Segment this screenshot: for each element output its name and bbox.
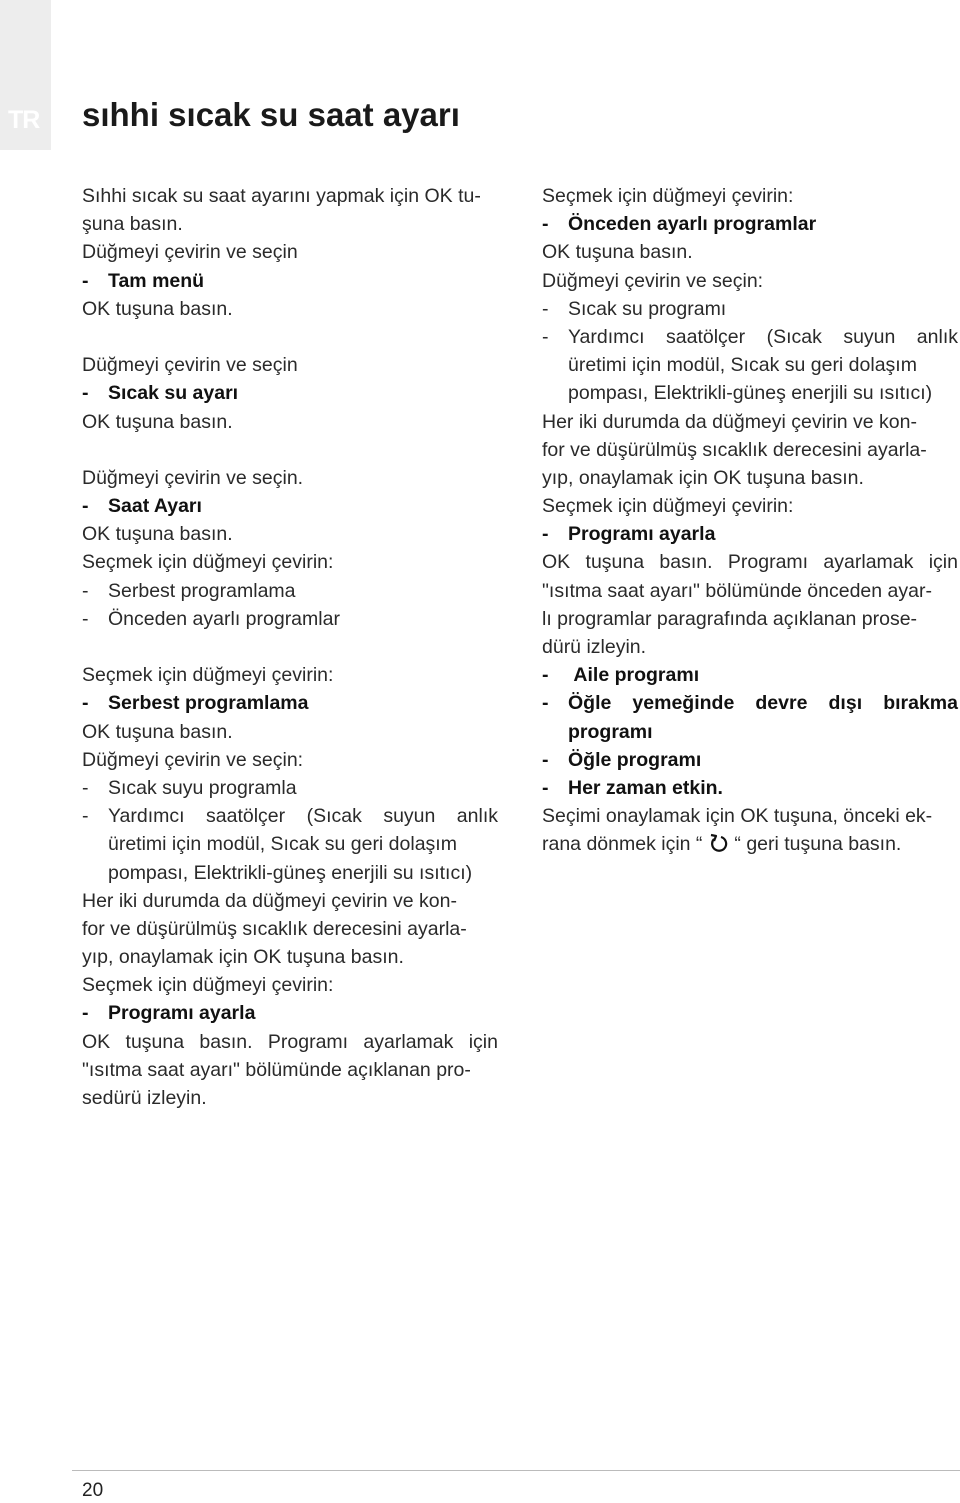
option-label: Serbest programlama xyxy=(108,579,296,602)
menu-item-label: Programı ayarla xyxy=(568,523,716,546)
back-text-start: rana dönmek için “ xyxy=(542,833,703,856)
option-label: Sıcak su programı xyxy=(568,297,727,320)
menu-item: - Saat Ayarı xyxy=(82,495,202,518)
option-item: - Önceden ayarlı programlar xyxy=(82,607,340,630)
menu-item: - Tam menü xyxy=(82,269,205,292)
page-number: 20 xyxy=(82,1480,104,1501)
menu-item-label: Saat Ayarı xyxy=(108,495,202,518)
ok-instruction: OK tuşuna basın. xyxy=(82,410,233,433)
option-label-bold: Yardımcı saatölçer xyxy=(568,325,746,348)
paragraph-line: for ve düşürülmüş sıcaklık derecesini ayarla- xyxy=(82,917,467,940)
option-label-note: (Sıcak suyun anlık xyxy=(766,325,958,348)
option-label-note: (Sıcak suyun anlık xyxy=(306,805,498,828)
language-code: TR xyxy=(8,106,40,134)
option-note-line: üretimi için modül, Sıcak su geri dolaşım xyxy=(108,833,457,856)
program-label: Aile programı xyxy=(573,664,700,687)
left-column xyxy=(82,182,498,1112)
paragraph-line: Her iki durumda da düğmeyi çevirin ve kon- xyxy=(82,889,457,912)
paragraph-line: lı programlar paragrafında açıklanan prose- xyxy=(542,607,918,630)
menu-item-label: Tam menü xyxy=(108,269,205,292)
menu-item: - Serbest programlama xyxy=(82,692,309,715)
paragraph-line: for ve düşürülmüş sıcaklık derecesini ayarla- xyxy=(542,438,927,461)
choose-instruction: Seçmek için düğmeyi çevirin: xyxy=(82,974,334,997)
paragraph-line: Her iki durumda da düğmeyi çevirin ve kon- xyxy=(542,410,917,433)
menu-item-label: Sıcak su ayarı xyxy=(108,382,239,405)
intro-line-2: şuna basın. xyxy=(82,213,183,236)
paragraph-line: sedürü izleyin. xyxy=(82,1087,207,1109)
option-item: - Serbest programlama xyxy=(82,579,296,602)
option-label-bold: Yardımcı saatölçer xyxy=(108,805,286,828)
menu-item: - Programı ayarla xyxy=(82,1002,256,1025)
paragraph-line: "ısıtma saat ayarı" bölümünde önceden ayar- xyxy=(542,579,932,602)
choose-instruction: Seçmek için düğmeyi çevirin: xyxy=(82,551,334,574)
program-label: Öğle yemeğinde devre dışı bırakma xyxy=(568,692,958,715)
step-instruction: Düğmeyi çevirin ve seçin. xyxy=(82,466,304,489)
paragraph-line: yıp, onaylamak için OK tuşuna basın. xyxy=(82,946,404,969)
option-item: - Yardımcı saatölçer (Sıcak suyun anlık xyxy=(82,805,498,828)
option-item: - Sıcak su programı xyxy=(542,297,727,320)
ok-instruction: OK tuşuna basın. xyxy=(82,720,233,743)
menu-item: - Sıcak su ayarı xyxy=(82,382,239,405)
ok-instruction: OK tuşuna basın. xyxy=(542,241,693,264)
program-item: - Her zaman etkin. xyxy=(542,776,723,799)
paragraph-line xyxy=(542,830,958,858)
step-instruction: Düğmeyi çevirin ve seçin: xyxy=(82,748,304,771)
option-note-line: üretimi için modül, Sıcak su geri dolaşım xyxy=(568,354,917,377)
step-instruction: Düğmeyi çevirin ve seçin xyxy=(82,354,298,377)
step-instruction: Düğmeyi çevirin ve seçin xyxy=(82,241,298,264)
program-item: - Aile programı xyxy=(542,664,700,687)
program-label: Her zaman etkin. xyxy=(568,776,723,799)
option-label: Önceden ayarlı programlar xyxy=(108,607,340,630)
option-note-line: pompası, Elektrikli-güneş enerjili su ısıtıcı) xyxy=(108,861,473,884)
program-item: - Öğle yemeğinde devre dışı bırakma xyxy=(542,692,958,715)
paragraph-line: OK tuşuna basın. Programı ayarlamak için xyxy=(542,551,958,574)
page-title: sıhhi sıcak su saat ayarı xyxy=(82,96,460,133)
menu-item-label: Serbest programlama xyxy=(108,692,309,715)
step-instruction: Düğmeyi çevirin ve seçin: xyxy=(542,269,764,292)
option-note-line: pompası, Elektrikli-güneş enerjili su ısıtıcı) xyxy=(568,382,933,405)
program-item: - Öğle programı xyxy=(542,748,702,771)
right-column xyxy=(542,182,958,859)
back-text-end: “ geri tuşuna basın. xyxy=(734,833,902,856)
menu-item-label: Önceden ayarlı programlar xyxy=(568,213,817,236)
menu-item-label: Programı ayarla xyxy=(108,1002,256,1025)
footer-rule xyxy=(72,1470,960,1471)
back-arrow-icon xyxy=(708,833,728,853)
program-label: Öğle programı xyxy=(568,748,702,771)
paragraph-line: OK tuşuna basın. Programı ayarlamak için xyxy=(82,1030,498,1053)
ok-instruction: OK tuşuna basın. xyxy=(82,523,233,546)
option-label: Sıcak suyu programla xyxy=(108,776,297,799)
program-label-cont: programı xyxy=(568,720,653,743)
option-item: - Sıcak suyu programla xyxy=(82,776,297,799)
choose-instruction: Seçmek için düğmeyi çevirin: xyxy=(542,495,794,518)
intro-line-1: Sıhhi sıcak su saat ayarını yapmak için OK tu- xyxy=(82,185,481,207)
paragraph-line: "ısıtma saat ayarı" bölümünde açıklanan pro- xyxy=(82,1058,471,1081)
choose-instruction: Seçmek için düğmeyi çevirin: xyxy=(542,185,794,207)
paragraph-line: dürü izleyin. xyxy=(542,636,647,658)
language-tab xyxy=(0,0,51,150)
option-item: - Yardımcı saatölçer (Sıcak suyun anlık xyxy=(542,325,958,348)
paragraph-line: yıp, onaylamak için OK tuşuna basın. xyxy=(542,466,864,489)
choose-instruction: Seçmek için düğmeyi çevirin: xyxy=(82,664,334,687)
ok-instruction: OK tuşuna basın. xyxy=(82,297,233,320)
menu-item: - Önceden ayarlı programlar xyxy=(542,213,817,236)
menu-item: - Programı ayarla xyxy=(542,523,716,546)
paragraph-line: Seçimi onaylamak için OK tuşuna, önceki ek- xyxy=(542,805,933,828)
